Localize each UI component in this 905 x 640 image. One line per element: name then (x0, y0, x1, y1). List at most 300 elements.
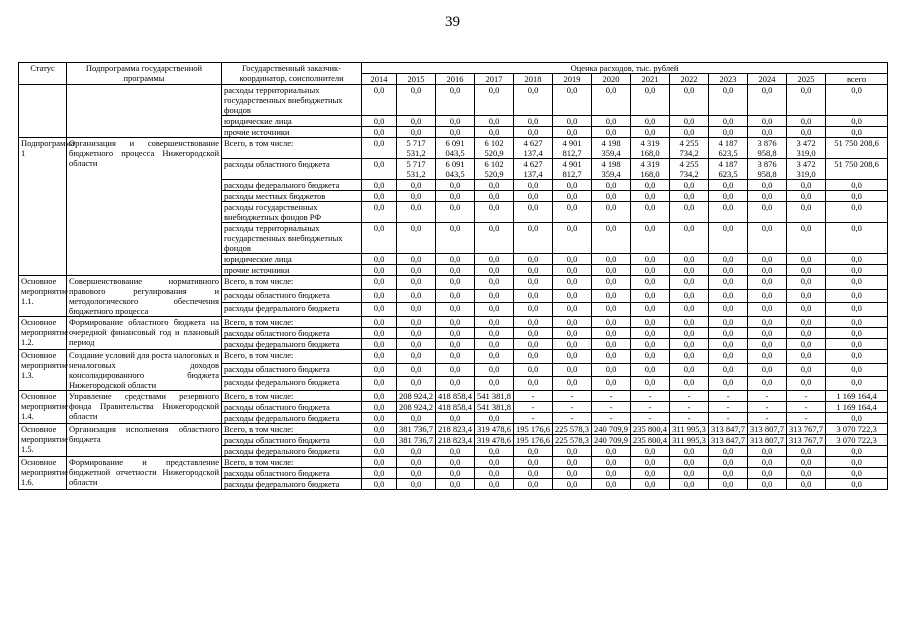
value-cell: 0,0 (362, 391, 397, 402)
program-cell: Формирование областного бюджета на очередной финансовый год и плановый период (67, 317, 222, 350)
source-label-cell: расходы областного бюджета (222, 328, 362, 339)
value-cell: 0,0 (553, 127, 592, 138)
value-cell: 0,0 (592, 223, 631, 254)
value-cell: 0,0 (514, 377, 553, 391)
value-cell: 0,0 (787, 202, 826, 223)
value-cell: 0,0 (436, 223, 475, 254)
header-year: 2017 (475, 74, 514, 85)
status-cell: Основное мероприятие 1.6. (19, 457, 67, 490)
value-cell: 0,0 (397, 317, 436, 328)
value-cell: 0,0 (787, 127, 826, 138)
value-cell: 0,0 (362, 328, 397, 339)
value-cell: 0,0 (592, 363, 631, 377)
value-cell: 0,0 (709, 363, 748, 377)
source-label-cell: расходы государственных внебюджетных фондов РФ (222, 202, 362, 223)
value-cell: 6 091 043,5 (436, 159, 475, 180)
value-cell: 0,0 (787, 339, 826, 350)
header-year: 2025 (787, 74, 826, 85)
source-label-cell: Всего, в том числе: (222, 391, 362, 402)
value-cell: 0,0 (553, 457, 592, 468)
value-cell: 208 924,2 (397, 391, 436, 402)
value-cell: 0,0 (436, 191, 475, 202)
value-cell: 0,0 (631, 468, 670, 479)
value-cell: 0,0 (709, 328, 748, 339)
value-cell: 0,0 (670, 116, 709, 127)
value-cell: 0,0 (670, 254, 709, 265)
source-label-cell: расходы федерального бюджета (222, 413, 362, 424)
status-cell: Основное мероприятие 1.3. (19, 350, 67, 391)
value-cell: 0,0 (826, 479, 888, 490)
program-cell: Совершенствование нормативного правового регулирования и методологического обеспечения бюджетного процесса (67, 276, 222, 317)
program-cell: Создание условий для роста налоговых и неналоговых доходов консолидированного бюджета Нижегородской области (67, 350, 222, 391)
value-cell: 0,0 (397, 446, 436, 457)
value-cell: 0,0 (362, 446, 397, 457)
value-cell: 0,0 (475, 276, 514, 290)
source-label-cell: расходы местных бюджетов (222, 191, 362, 202)
value-cell: 0,0 (826, 303, 888, 317)
status-cell: Основное мероприятие 1.5. (19, 424, 67, 457)
value-cell: 0,0 (436, 289, 475, 303)
status-cell: Основное мероприятие 1.2. (19, 317, 67, 350)
status-cell: Подпрограмма 1 (19, 138, 67, 276)
value-cell: 0,0 (631, 223, 670, 254)
value-cell: 4 198 359,4 (592, 138, 631, 159)
value-cell: 0,0 (362, 339, 397, 350)
value-cell: 381 736,7 (397, 435, 436, 446)
value-cell: 0,0 (631, 317, 670, 328)
value-cell: 0,0 (475, 265, 514, 276)
value-cell: 0,0 (592, 479, 631, 490)
value-cell: - (787, 402, 826, 413)
value-cell: 0,0 (592, 339, 631, 350)
value-cell: 0,0 (397, 289, 436, 303)
value-cell: 0,0 (475, 363, 514, 377)
value-cell: 0,0 (670, 303, 709, 317)
value-cell: 0,0 (436, 413, 475, 424)
value-cell: 0,0 (436, 202, 475, 223)
value-cell: 0,0 (826, 468, 888, 479)
value-cell: 0,0 (670, 276, 709, 290)
value-cell: 313 807,7 (748, 424, 787, 435)
value-cell: 6 102 520,9 (475, 159, 514, 180)
value-cell: 0,0 (787, 289, 826, 303)
source-label-cell: расходы областного бюджета (222, 468, 362, 479)
source-label-cell: расходы федерального бюджета (222, 479, 362, 490)
value-cell: 0,0 (709, 254, 748, 265)
value-cell: 3 070 722,3 (826, 435, 888, 446)
value-cell: 0,0 (631, 289, 670, 303)
value-cell: 4 255 734,2 (670, 138, 709, 159)
value-cell: 0,0 (553, 289, 592, 303)
header-year: 2016 (436, 74, 475, 85)
program-cell: Формирование и представление бюджетной отчетности Нижегородской области (67, 457, 222, 490)
value-cell: 0,0 (553, 276, 592, 290)
value-cell: 0,0 (514, 85, 553, 116)
value-cell: 0,0 (553, 350, 592, 364)
value-cell: 4 255 734,2 (670, 159, 709, 180)
source-label-cell: прочие источники (222, 127, 362, 138)
value-cell: 0,0 (362, 254, 397, 265)
value-cell: 0,0 (826, 202, 888, 223)
value-cell: 0,0 (514, 276, 553, 290)
source-label-cell: расходы областного бюджета (222, 289, 362, 303)
source-label-cell: расходы федерального бюджета (222, 377, 362, 391)
value-cell: 0,0 (475, 468, 514, 479)
value-cell: - (514, 391, 553, 402)
value-cell: 0,0 (592, 254, 631, 265)
value-cell: 4 187 623,5 (709, 159, 748, 180)
value-cell: 0,0 (436, 377, 475, 391)
value-cell: 0,0 (397, 254, 436, 265)
value-cell: 0,0 (787, 223, 826, 254)
source-label-cell: расходы областного бюджета (222, 363, 362, 377)
value-cell: 0,0 (514, 457, 553, 468)
value-cell: 0,0 (436, 468, 475, 479)
source-label-cell: юридические лица (222, 116, 362, 127)
value-cell: 0,0 (475, 127, 514, 138)
header-estimate: Оценка расходов, тыс. рублей (362, 63, 888, 74)
value-cell: 0,0 (826, 127, 888, 138)
value-cell: 0,0 (514, 127, 553, 138)
value-cell: 0,0 (475, 377, 514, 391)
value-cell: 0,0 (631, 457, 670, 468)
value-cell: 235 800,4 (631, 424, 670, 435)
value-cell: 0,0 (436, 317, 475, 328)
value-cell: 0,0 (631, 127, 670, 138)
value-cell: 541 381,8 (475, 391, 514, 402)
value-cell: 0,0 (787, 85, 826, 116)
header-customer: Государственный заказчик-координатор, соисполнители (222, 63, 362, 85)
value-cell: 0,0 (475, 350, 514, 364)
value-cell: 0,0 (670, 363, 709, 377)
value-cell: 0,0 (553, 446, 592, 457)
value-cell: - (592, 402, 631, 413)
value-cell: - (709, 391, 748, 402)
value-cell: 0,0 (826, 457, 888, 468)
header-year: всего (826, 74, 888, 85)
value-cell: 311 995,3 (670, 424, 709, 435)
value-cell: 0,0 (709, 191, 748, 202)
value-cell: 313 847,7 (709, 424, 748, 435)
value-cell: 0,0 (592, 265, 631, 276)
value-cell: 0,0 (787, 446, 826, 457)
source-label-cell: расходы федерального бюджета (222, 180, 362, 191)
value-cell: 0,0 (397, 202, 436, 223)
value-cell: - (709, 413, 748, 424)
value-cell: 0,0 (514, 202, 553, 223)
program-cell: Организация исполнения областного бюджета (67, 424, 222, 457)
value-cell: 0,0 (475, 479, 514, 490)
value-cell: 0,0 (475, 289, 514, 303)
value-cell: 313 767,7 (787, 424, 826, 435)
value-cell: 0,0 (709, 457, 748, 468)
status-cell: Основное мероприятие 1.4. (19, 391, 67, 424)
value-cell: 0,0 (748, 303, 787, 317)
value-cell: 4 319 168,0 (631, 159, 670, 180)
table-row (19, 350, 888, 364)
table-row (19, 391, 888, 402)
value-cell: 0,0 (362, 138, 397, 159)
value-cell: 4 187 623,5 (709, 138, 748, 159)
value-cell: 0,0 (362, 303, 397, 317)
value-cell: 0,0 (709, 127, 748, 138)
value-cell: 0,0 (514, 254, 553, 265)
value-cell: 0,0 (436, 265, 475, 276)
source-label-cell: расходы областного бюджета (222, 435, 362, 446)
value-cell: 0,0 (826, 328, 888, 339)
value-cell: 0,0 (631, 377, 670, 391)
source-label-cell: прочие источники (222, 265, 362, 276)
value-cell: 0,0 (592, 350, 631, 364)
value-cell: 0,0 (592, 328, 631, 339)
value-cell: 0,0 (475, 254, 514, 265)
value-cell: 0,0 (362, 191, 397, 202)
table-row (19, 138, 888, 159)
value-cell: 0,0 (670, 328, 709, 339)
value-cell: 225 578,3 (553, 435, 592, 446)
value-cell: 0,0 (553, 85, 592, 116)
value-cell: 311 995,3 (670, 435, 709, 446)
value-cell: 0,0 (553, 317, 592, 328)
value-cell: 0,0 (397, 413, 436, 424)
value-cell: 0,0 (436, 276, 475, 290)
value-cell: 0,0 (787, 328, 826, 339)
value-cell: - (553, 413, 592, 424)
value-cell: 0,0 (631, 479, 670, 490)
value-cell: 0,0 (514, 191, 553, 202)
table-row (19, 276, 888, 290)
value-cell: 4 901 812,7 (553, 138, 592, 159)
value-cell: 0,0 (362, 127, 397, 138)
value-cell: 0,0 (362, 317, 397, 328)
value-cell: 0,0 (592, 457, 631, 468)
value-cell: 0,0 (826, 339, 888, 350)
value-cell: 4 198 359,4 (592, 159, 631, 180)
value-cell: 3 472 319,0 (787, 138, 826, 159)
table-row (19, 85, 888, 116)
value-cell: 0,0 (362, 413, 397, 424)
value-cell: 0,0 (748, 328, 787, 339)
value-cell: 0,0 (631, 350, 670, 364)
value-cell: 381 736,7 (397, 424, 436, 435)
value-cell: 0,0 (362, 289, 397, 303)
value-cell: 313 767,7 (787, 435, 826, 446)
value-cell: 195 176,6 (514, 435, 553, 446)
value-cell: 0,0 (475, 457, 514, 468)
value-cell: 0,0 (709, 377, 748, 391)
value-cell: 3 876 958,8 (748, 159, 787, 180)
value-cell: - (748, 402, 787, 413)
source-label-cell: расходы федерального бюджета (222, 303, 362, 317)
value-cell: 0,0 (709, 479, 748, 490)
value-cell: 6 102 520,9 (475, 138, 514, 159)
value-cell: 0,0 (670, 457, 709, 468)
header-status: Статус (19, 63, 67, 85)
value-cell: - (592, 413, 631, 424)
value-cell: 0,0 (631, 191, 670, 202)
value-cell: 0,0 (748, 289, 787, 303)
source-label-cell: расходы областного бюджета (222, 159, 362, 180)
value-cell: 0,0 (553, 116, 592, 127)
value-cell: 0,0 (397, 276, 436, 290)
header-year: 2020 (592, 74, 631, 85)
header-year: 2018 (514, 74, 553, 85)
value-cell: 0,0 (787, 350, 826, 364)
source-label-cell: Всего, в том числе: (222, 276, 362, 290)
value-cell: 0,0 (592, 180, 631, 191)
value-cell: 0,0 (362, 276, 397, 290)
page-number: 39 (445, 14, 460, 30)
value-cell: 0,0 (787, 363, 826, 377)
value-cell: 0,0 (748, 339, 787, 350)
value-cell: 0,0 (826, 289, 888, 303)
value-cell: 0,0 (553, 223, 592, 254)
value-cell: - (553, 402, 592, 413)
value-cell: 0,0 (592, 116, 631, 127)
value-cell: 0,0 (748, 191, 787, 202)
value-cell: 0,0 (592, 317, 631, 328)
value-cell: 0,0 (709, 350, 748, 364)
value-cell: 0,0 (709, 468, 748, 479)
value-cell: 3 472 319,0 (787, 159, 826, 180)
value-cell: 0,0 (787, 191, 826, 202)
value-cell: 0,0 (436, 85, 475, 116)
budget-table (18, 62, 888, 490)
value-cell: 0,0 (436, 479, 475, 490)
value-cell: 5 717 531,2 (397, 138, 436, 159)
value-cell: 0,0 (362, 116, 397, 127)
value-cell: 0,0 (748, 116, 787, 127)
value-cell: 0,0 (436, 350, 475, 364)
value-cell: 0,0 (475, 202, 514, 223)
value-cell: 4 319 168,0 (631, 138, 670, 159)
value-cell: 0,0 (787, 180, 826, 191)
value-cell: 0,0 (748, 265, 787, 276)
value-cell: 0,0 (631, 339, 670, 350)
value-cell: 0,0 (514, 317, 553, 328)
value-cell: 0,0 (826, 254, 888, 265)
value-cell: - (631, 402, 670, 413)
source-label-cell: Всего, в том числе: (222, 350, 362, 364)
value-cell: 0,0 (592, 289, 631, 303)
value-cell: 0,0 (787, 254, 826, 265)
value-cell: 0,0 (553, 479, 592, 490)
value-cell: 0,0 (709, 446, 748, 457)
value-cell: 0,0 (397, 265, 436, 276)
program-cell: Организация и совершенствование бюджетного процесса Нижегородской области (67, 138, 222, 276)
value-cell: 0,0 (709, 289, 748, 303)
value-cell: 0,0 (709, 303, 748, 317)
value-cell: 313 847,7 (709, 435, 748, 446)
value-cell: - (748, 391, 787, 402)
value-cell: 0,0 (631, 303, 670, 317)
table-row (19, 457, 888, 468)
table-row (19, 424, 888, 435)
value-cell: 0,0 (514, 350, 553, 364)
value-cell: - (670, 413, 709, 424)
value-cell: 319 478,6 (475, 424, 514, 435)
value-cell: 0,0 (514, 328, 553, 339)
value-cell: 4 627 137,4 (514, 138, 553, 159)
source-label-cell: Всего, в том числе: (222, 424, 362, 435)
value-cell: 0,0 (670, 223, 709, 254)
header-year: 2023 (709, 74, 748, 85)
value-cell: 0,0 (475, 303, 514, 317)
source-label-cell: Всего, в том числе: (222, 138, 362, 159)
value-cell: 0,0 (514, 223, 553, 254)
value-cell: 313 807,7 (748, 435, 787, 446)
value-cell: 0,0 (709, 85, 748, 116)
value-cell: 0,0 (397, 377, 436, 391)
status-cell (19, 85, 67, 138)
value-cell: 0,0 (592, 377, 631, 391)
value-cell: 0,0 (631, 116, 670, 127)
value-cell: 0,0 (397, 328, 436, 339)
value-cell: 0,0 (592, 191, 631, 202)
value-cell: 0,0 (748, 479, 787, 490)
header-year: 2021 (631, 74, 670, 85)
value-cell: 0,0 (709, 317, 748, 328)
value-cell: 208 924,2 (397, 402, 436, 413)
value-cell: 0,0 (397, 116, 436, 127)
source-label-cell: Всего, в том числе: (222, 457, 362, 468)
value-cell: 0,0 (787, 377, 826, 391)
value-cell: 0,0 (631, 363, 670, 377)
value-cell: 0,0 (397, 191, 436, 202)
value-cell: 0,0 (553, 265, 592, 276)
value-cell: 0,0 (670, 127, 709, 138)
value-cell: 218 823,4 (436, 424, 475, 435)
value-cell: 0,0 (592, 276, 631, 290)
value-cell: 418 858,4 (436, 391, 475, 402)
value-cell: 0,0 (436, 446, 475, 457)
value-cell: 0,0 (631, 202, 670, 223)
value-cell: 0,0 (397, 303, 436, 317)
value-cell: 0,0 (787, 276, 826, 290)
value-cell: 0,0 (748, 202, 787, 223)
value-cell: - (670, 402, 709, 413)
value-cell: - (670, 391, 709, 402)
value-cell: 0,0 (709, 223, 748, 254)
value-cell: 0,0 (748, 180, 787, 191)
value-cell: 0,0 (826, 265, 888, 276)
value-cell: 0,0 (362, 457, 397, 468)
value-cell: 0,0 (475, 191, 514, 202)
source-label-cell: юридические лица (222, 254, 362, 265)
table-body (19, 85, 888, 490)
value-cell: - (787, 391, 826, 402)
value-cell: 0,0 (362, 402, 397, 413)
value-cell: 0,0 (748, 468, 787, 479)
value-cell: 0,0 (787, 457, 826, 468)
value-cell: 0,0 (787, 317, 826, 328)
value-cell: 0,0 (397, 457, 436, 468)
value-cell: 0,0 (592, 202, 631, 223)
value-cell: 0,0 (514, 116, 553, 127)
value-cell: 0,0 (397, 127, 436, 138)
value-cell: 0,0 (436, 339, 475, 350)
value-cell: - (592, 391, 631, 402)
value-cell: 3 876 958,8 (748, 138, 787, 159)
value-cell: 240 709,9 (592, 435, 631, 446)
value-cell: 0,0 (514, 363, 553, 377)
value-cell: 0,0 (436, 457, 475, 468)
value-cell: 0,0 (553, 303, 592, 317)
value-cell: 0,0 (475, 317, 514, 328)
value-cell: 0,0 (670, 377, 709, 391)
value-cell: 6 091 043,5 (436, 138, 475, 159)
value-cell: 0,0 (514, 265, 553, 276)
